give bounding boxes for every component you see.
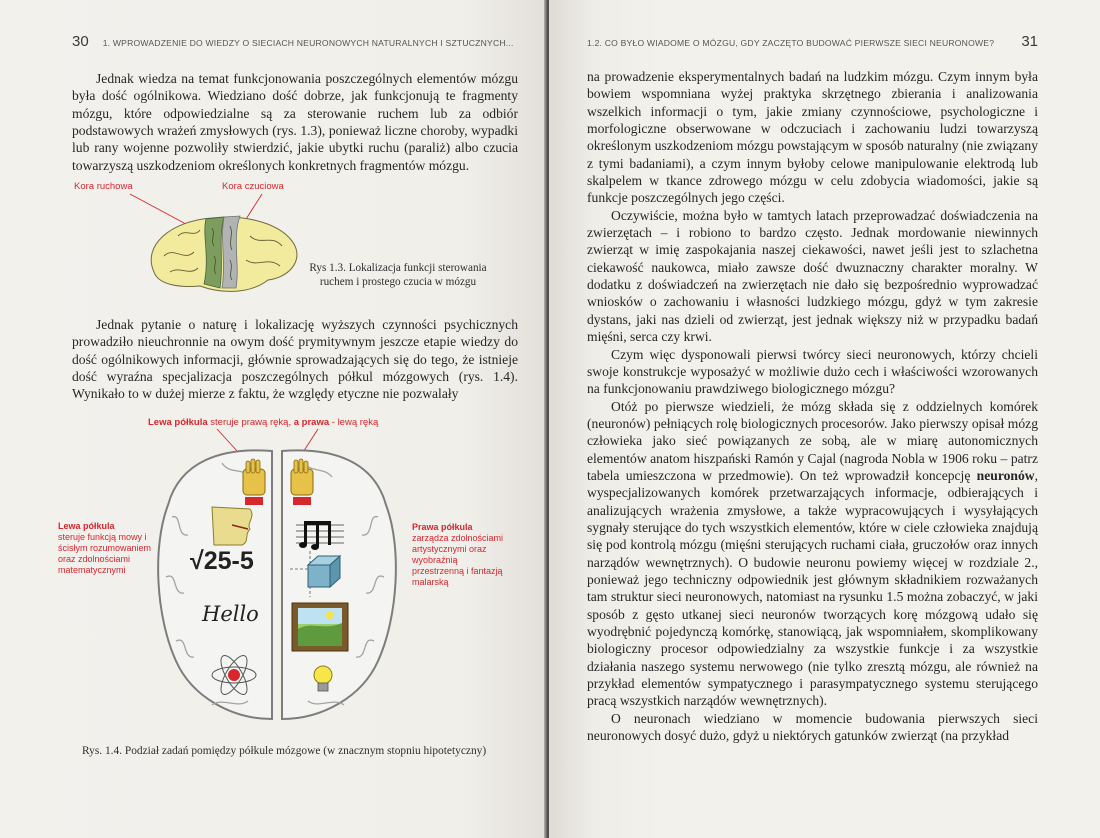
figure-1-3-caption: Rys 1.3. Lokalizacja funkcji sterowania ruchem i prostego czucia w mózgu	[309, 262, 487, 289]
paragraph	[587, 398, 1038, 710]
paragraph: Jednak wiedza na temat funkcjonowania poszczególnych elementów mózgu była dość ogólnikowa. Wiedziano dość dobrze, jak funkcjonują te fragmenty mózgu, które odpowiedzialne są za sterowanie ruchem lub za odbiór podstawowych wrażeń zmysłowych (rys. 1.3), ponieważ liczne choroby, wypadki lub rany wojenne pozwoliły stwierdzić, jakie ubytki ruchu (paraliż) albo czucia towarzyszą uszkodzeniom określonych konkretnych fragmentów mózgu.	[72, 71, 518, 173]
top-label-right-hemisphere: a prawa	[293, 416, 330, 428]
page-number-left: 30	[72, 33, 89, 50]
speaking-face-icon	[212, 507, 252, 545]
term-neurons: neuronów	[976, 467, 1035, 483]
left-hemisphere-description: steruje funkcją mowy i ścisłym rozumowaniem oraz zdolnościami matematycznymi	[58, 531, 152, 575]
handwritten-hello: Hello	[202, 601, 259, 626]
right-hemisphere-label	[412, 522, 512, 588]
left-hemisphere-title: Lewa półkula	[58, 520, 115, 531]
figure-1-4-caption: Rys. 1.4. Podział zadań pomiędzy półkule mózgowe (w znacznym stopniu hipotetyczny)	[82, 744, 487, 757]
left-body-text	[72, 70, 518, 174]
paragraph: Oczywiście, można było w tamtych latach przeprowadzać doświadczenia na zwierzętach – i robiono to bardzo często. Jednak mordowanie niewinnych zwierząt w imię zaspokajania naszej ciekawości, nawet jeśli jest to szlachetna ciekawość naukowca, miało zawsze dość dwuznaczny charakter moralny. W dodatku z doświadczeń na zwierzętach nie dało się bezpośrednio wyprowadzać wniosków o zachowaniu i własności ludzkiego mózgu, gdyż w tym zakresie dystans, jaki nas dzieli od zwierząt, jest jednak większy niż w przypadku badań mięśni, serca czy krwi.	[587, 207, 1038, 345]
right-hemisphere-title: Prawa półkula	[412, 521, 473, 532]
top-label-left-hemisphere: Lewa półkula	[148, 416, 208, 428]
paragraph-part: Otóż po pierwsze wiedzieli, że mózg składa się z oddzielnych komórek (neuronów) pełniących rolę biologicznych procesorów. Jako pierwszy opisał mózg człowieka jako sieć powiązanych ze sobą, ale w miarę autonomicznych elementów anatom hiszpański Ramón y Cajal (nagroda Nobla w 1906 roku – patrz tabela umieszczona w przedmowie). On też wprowadził koncepcję	[587, 398, 1038, 483]
right-body-text	[587, 68, 1038, 744]
left-running-head	[72, 33, 518, 55]
top-label-mid: steruje prawą ręką,	[207, 416, 294, 428]
paragraph: Jednak pytanie o naturę i lokalizację wyższych czynności psychicznych prowadziło nieuchronnie na owym dość prymitywnym jeszcze etapie wiedzy do dość ogólnikowych informacji, głównie sprowadzających się do tego, że istnieje dość wyraźna specjalizacja poszczególnych półkul mózgowych (rys. 1.4). Wynikało to w dużej mierze z faktu, że względy etyczne nie pozwalały	[72, 317, 518, 402]
label-motor-cortex: Kora ruchowa	[74, 181, 133, 193]
brain-side-view-illustration	[72, 176, 512, 316]
left-page	[0, 0, 546, 838]
right-hemisphere-description: zarządza zdolnościami artystycznymi oraz wyobraźnią przestrzenną i fantazją malarską	[412, 532, 504, 587]
paragraph: Czym więc dysponowali pierwsi twórcy sieci neuronowych, którzy chcieli swoje konstrukcje wyposażyć w możliwie dużo cech i właściwości wzorowanych na funkcjonowaniu prawdziwego biologicznego mózgu?	[587, 346, 1038, 397]
label-sensory-cortex: Kora czuciowa	[222, 181, 284, 193]
page-number-right: 31	[1021, 33, 1038, 50]
running-head-title-left: 1. WPROWADZENIE DO WIEDZY O SIECIACH NEURONOWYCH NATURALNYCH I SZTUCZNYCH...	[102, 38, 514, 48]
figure-1-3	[72, 176, 518, 316]
math-expression: √25-5	[190, 546, 254, 575]
paragraph: na prowadzenie eksperymentalnych badań na ludzkim mózgu. Czym innym była bowiem wspomniana wyżej praktyka skrzętnego zbierania i analizowania wszelkich informacji o tym, jakie zmiany czynnościowe, psychologiczne i morfologiczne obserwowane w odczuciach i zachowaniu ludzi towarzyszą określonym uszkodzeniom mózgu powstającym w sposób naturalny (nie związany z tymi badaniami), a czym innym byłoby celowe manipulowanie elektrodą lub skalpelem w tkance zdrowego mózgu w celu zdobycia wiadomości, jakie są funkcje poszczególnych jego części.	[587, 69, 1038, 206]
right-page	[549, 0, 1100, 838]
left-body-text-2	[72, 316, 518, 403]
left-hemisphere-label	[58, 521, 153, 576]
figure-1-4	[58, 416, 518, 747]
paragraph-part: , wyspecjalizowanych komórek przetwarzających informacje, odbierających i analizujących wrażenia zmysłowe, a także wypracowujących i wysyłających sygnały sterujące do tych wszystkich elementów, które w ciele człowieka znajdują się pod kontrolą mózgu (mięśni sterujących ruchami ciała, gruczołów oraz innych narządów wewnętrznych). O budowie neuronu powiemy więcej w rozdziale 2., ponieważ jego techniczny odpowiednik jest głównym składnikiem rozważanych tam struktur sieci neuronowych, natomiast na rysunku 1.5 można zobaczyć, w jaki sposób z gęsto utkanej sieci neuronów tworzących korę mózgową udało się wyodrębnić pojedynczą komórkę, stanowiącą, jak wspomniałem, skomplikowany biologiczny procesor odpowiedzialny za wszystkie funkcje i za wszystkie działania naszego systemu nerwowego (nie tylko zresztą mózgu, ale również na przykład elementów sympatycznego i parasympatycznego systemu sterującego pracą wszystkich narządów wewnętrznych).	[587, 467, 1038, 709]
right-running-head	[587, 33, 1038, 55]
running-head-title-right: 1.2. CO BYŁO WIADOME O MÓZGU, GDY ZACZĘTO BUDOWAĆ PIERWSZE SIECI NEURONOWE?	[587, 38, 995, 48]
paragraph: O neuronach wiedziano w momencie budowania pierwszych sieci neuronowych dosyć dużo, gdyż u niektórych gatunków zwierząt (na przykład	[587, 710, 1038, 744]
landscape-painting-icon	[292, 603, 348, 651]
top-label-end: - lewą ręką	[329, 416, 379, 428]
